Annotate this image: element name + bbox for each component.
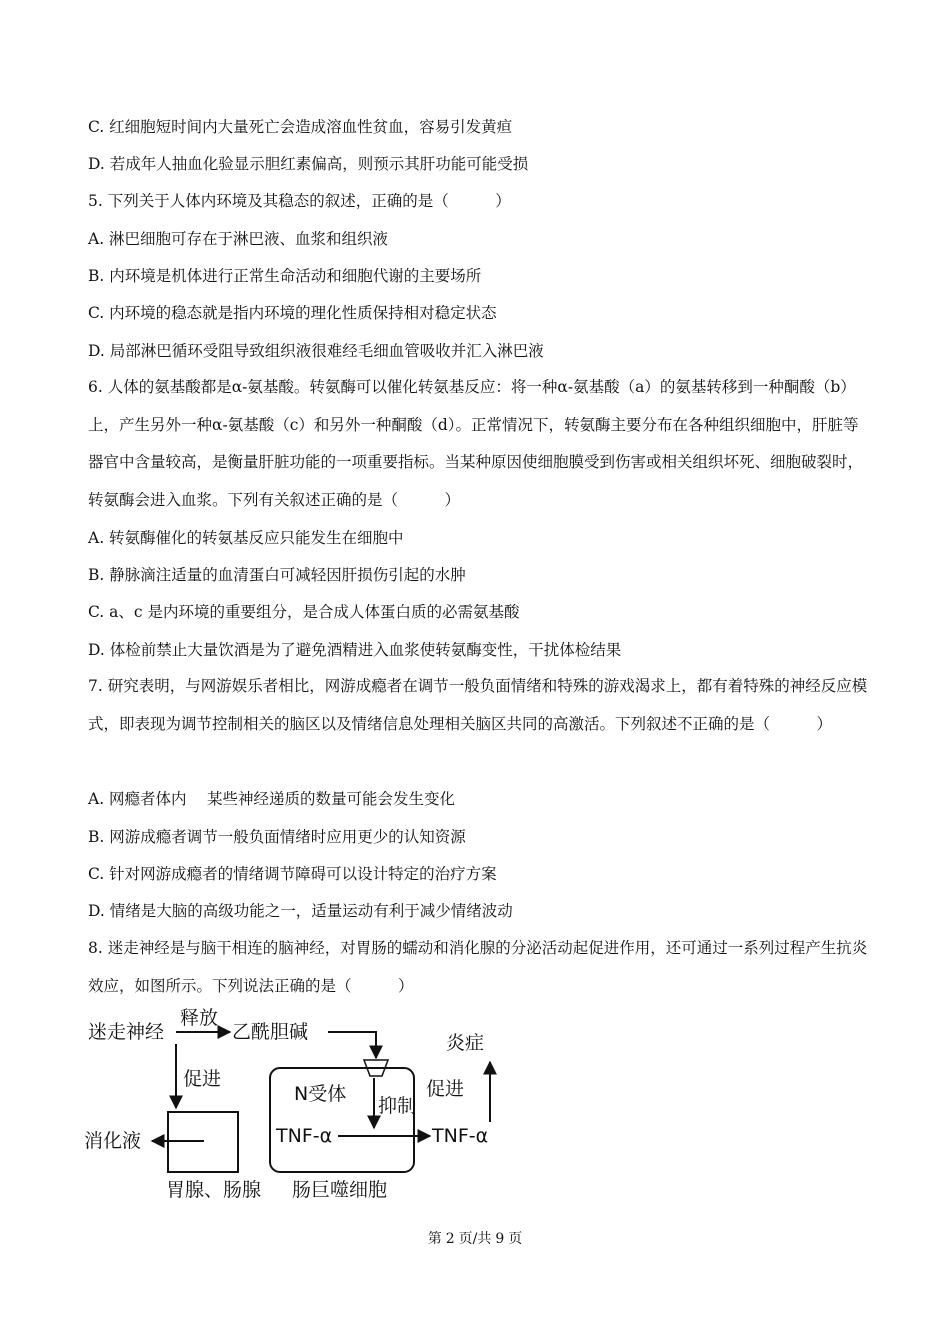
option-6b: B. 静脉滴注适量的血清蛋白可减轻因肝损伤引起的水肿 bbox=[88, 566, 466, 584]
label-vagus-nerve: 迷走神经 bbox=[88, 1021, 165, 1043]
label-n-receptor: N受体 bbox=[294, 1083, 347, 1105]
page-total: 9 bbox=[495, 1231, 505, 1247]
option-5d: D. 局部淋巴循环受阻导致组织液很难经毛细血管吸收并汇入淋巴液 bbox=[88, 342, 544, 360]
label-tnf-outside: TNF-α bbox=[432, 1125, 489, 1147]
label-promote-2: 促进 bbox=[426, 1078, 465, 1100]
vagus-nerve-diagram bbox=[80, 1000, 510, 1205]
option-6a: A. 转氨酶催化的转氨基反应只能发生在细胞中 bbox=[88, 529, 404, 547]
page-number: 2 bbox=[445, 1231, 455, 1247]
label-inhibit: 抑制 bbox=[378, 1095, 417, 1117]
label-acetylcholine: 乙酰胆碱 bbox=[232, 1021, 309, 1043]
page-footer bbox=[0, 1228, 950, 1248]
option-7a: A. 网瘾者体内 某些神经递质的数量可能会发生变化 bbox=[88, 790, 455, 808]
footer-prefix: 第 bbox=[427, 1231, 442, 1247]
arrow-ach-to-receptor bbox=[328, 1032, 376, 1058]
label-glands: 胃腺、肠腺 bbox=[166, 1179, 262, 1201]
option-5b: B. 内环境是机体进行正常生命活动和细胞代谢的主要场所 bbox=[88, 267, 482, 285]
option-7c: C. 针对网游成瘾者的情绪调节障碍可以设计特定的治疗方案 bbox=[88, 865, 497, 883]
label-release: 释放 bbox=[180, 1007, 219, 1029]
question-5: 5. 下列关于人体内环境及其稳态的叙述，正确的是（ ） bbox=[88, 192, 511, 210]
label-promote-1: 促进 bbox=[183, 1068, 222, 1090]
footer-suffix: 页 bbox=[508, 1231, 523, 1247]
option-6c: C. a、c 是内环境的重要组分，是合成人体蛋白质的必需氨基酸 bbox=[88, 603, 520, 621]
option-4c: C. 红细胞短时间内大量死亡会造成溶血性贫血，容易引发黄疸 bbox=[88, 118, 513, 136]
label-macrophage: 肠巨噬细胞 bbox=[292, 1179, 388, 1201]
label-inflammation: 炎症 bbox=[446, 1032, 485, 1054]
option-7b: B. 网游成瘾者调节一般负面情绪时应用更少的认知资源 bbox=[88, 828, 466, 846]
label-digestive-fluid: 消化液 bbox=[84, 1130, 142, 1152]
option-5c: C. 内环境的稳态就是指内环境的理化性质保持相对稳定状态 bbox=[88, 304, 497, 322]
option-7d: D. 情绪是大脑的高级功能之一，适量运动有利于减少情绪波动 bbox=[88, 902, 513, 920]
label-tnf-inside: TNF-α bbox=[276, 1125, 333, 1147]
option-4d: D. 若成年人抽血化验显示胆红素偏高，则预示其肝功能可能受损 bbox=[88, 155, 529, 173]
question-6: 6. 人体的氨基酸都是α-氨基酸。转氨酶可以催化转氨基反应：将一种α-氨基酸（a）的氨基转移到一种酮酸（b）上，产生另外一种α-氨基酸（c）和另外一种酮酸（d）。正常情况下，转氨酶主要分布在各种组织细胞中，肝脏等器官中含量较高，是衡量肝脏功能的一项重要指标。当某种原因使细胞膜受到伤害或相关组织坏死、细胞破裂时，转氨酶会进入血浆。下列有关叙述正确的是（ ） bbox=[88, 378, 864, 509]
question-7: 7. 研究表明，与网游娱乐者相比，网游成瘾者在调节一般负面情绪和特殊的游戏渴求上，都有着特殊的神经反应模式，即表现为调节控制相关的脑区以及情绪信息处理相关脑区共同的高激活。下列叙述不正确的是（ ） bbox=[88, 677, 868, 733]
footer-mid: 页/共 bbox=[458, 1231, 492, 1247]
question-8: 8. 迷走神经是与脑干相连的脑神经，对胃肠的蠕动和消化腺的分泌活动起促进作用，还可通过一系列过程产生抗炎效应，如图所示。下列说法正确的是（ ） bbox=[88, 939, 868, 995]
option-5a: A. 淋巴细胞可存在于淋巴液、血浆和组织液 bbox=[88, 230, 389, 248]
option-6d: D. 体检前禁止大量饮酒是为了避免酒精进入血浆使转氨酶变性，干扰体检结果 bbox=[88, 641, 622, 659]
